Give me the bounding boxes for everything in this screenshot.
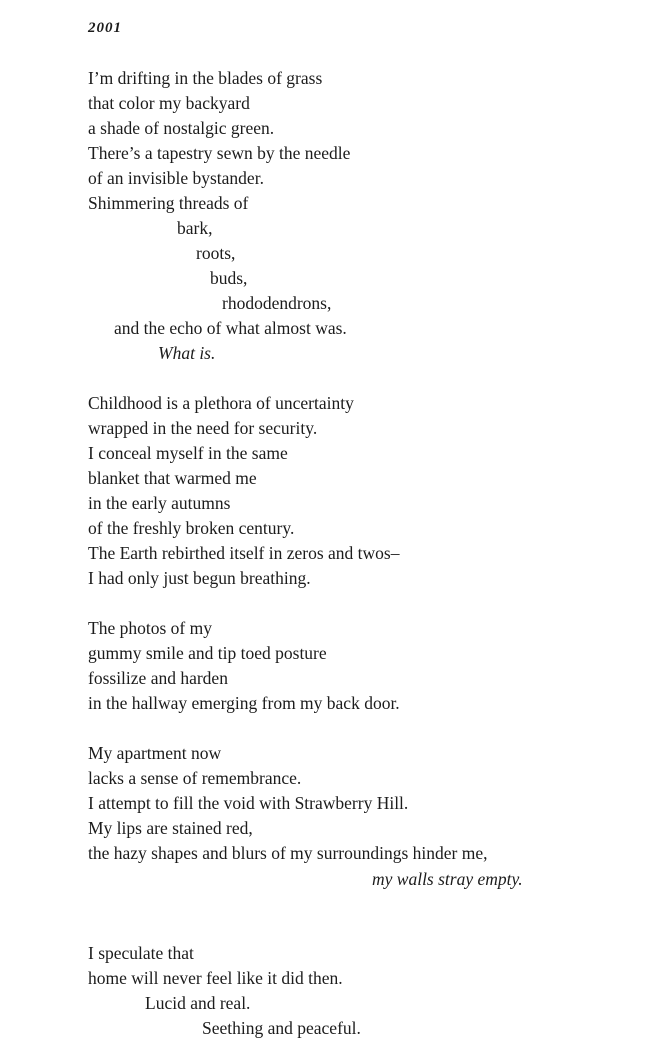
poem-line: in the hallway emerging from my back door.: [88, 693, 400, 713]
poem-line: My lips are stained red,: [88, 818, 253, 838]
poem-line: I speculate that: [88, 943, 194, 963]
poem-line: I’m drifting in the blades of grass: [88, 68, 323, 88]
poem-line: buds,: [210, 268, 248, 288]
poem-line: I conceal myself in the same: [88, 443, 288, 463]
poem-line: blanket that warmed me: [88, 468, 257, 488]
poem-line: home will never feel like it did then.: [88, 968, 343, 988]
poem-line: bark,: [177, 218, 213, 238]
poem-line: and the echo of what almost was.: [114, 318, 347, 338]
poem-line-italic: my walls stray empty.: [372, 869, 523, 889]
poem-title: 2001: [88, 20, 122, 36]
poem-line: There’s a tapestry sewn by the needle: [88, 143, 351, 163]
poem-line: My apartment now: [88, 743, 222, 763]
poem-line: I had only just begun breathing.: [88, 568, 311, 588]
poem-line: Shimmering threads of: [88, 193, 249, 213]
poem-line: the hazy shapes and blurs of my surroundings hinder me,: [88, 843, 488, 863]
poem-line: Childhood is a plethora of uncertainty: [88, 393, 354, 413]
poem-line: Seething and peaceful.: [202, 1018, 361, 1038]
poem-line: that color my backyard: [88, 93, 250, 113]
poem-line: The photos of my: [88, 618, 212, 638]
poem-line-italic: What is.: [158, 343, 216, 363]
poem-line: lacks a sense of remembrance.: [88, 768, 302, 788]
poem-line: of an invisible bystander.: [88, 168, 264, 188]
poem-line: Lucid and real.: [145, 993, 251, 1013]
poem-line: I attempt to fill the void with Strawberry Hill.: [88, 793, 409, 813]
poem-line: roots,: [196, 243, 236, 263]
poem-line: rhododendrons,: [222, 293, 332, 313]
poem-line: gummy smile and tip toed posture: [88, 643, 327, 663]
poem-line: The Earth rebirthed itself in zeros and twos–: [88, 543, 400, 563]
poem-line: a shade of nostalgic green.: [88, 118, 275, 138]
poem-line: in the early autumns: [88, 493, 231, 513]
poem-line: wrapped in the need for security.: [88, 418, 318, 438]
poem-line: of the freshly broken century.: [88, 518, 295, 538]
poem-line: fossilize and harden: [88, 668, 228, 688]
